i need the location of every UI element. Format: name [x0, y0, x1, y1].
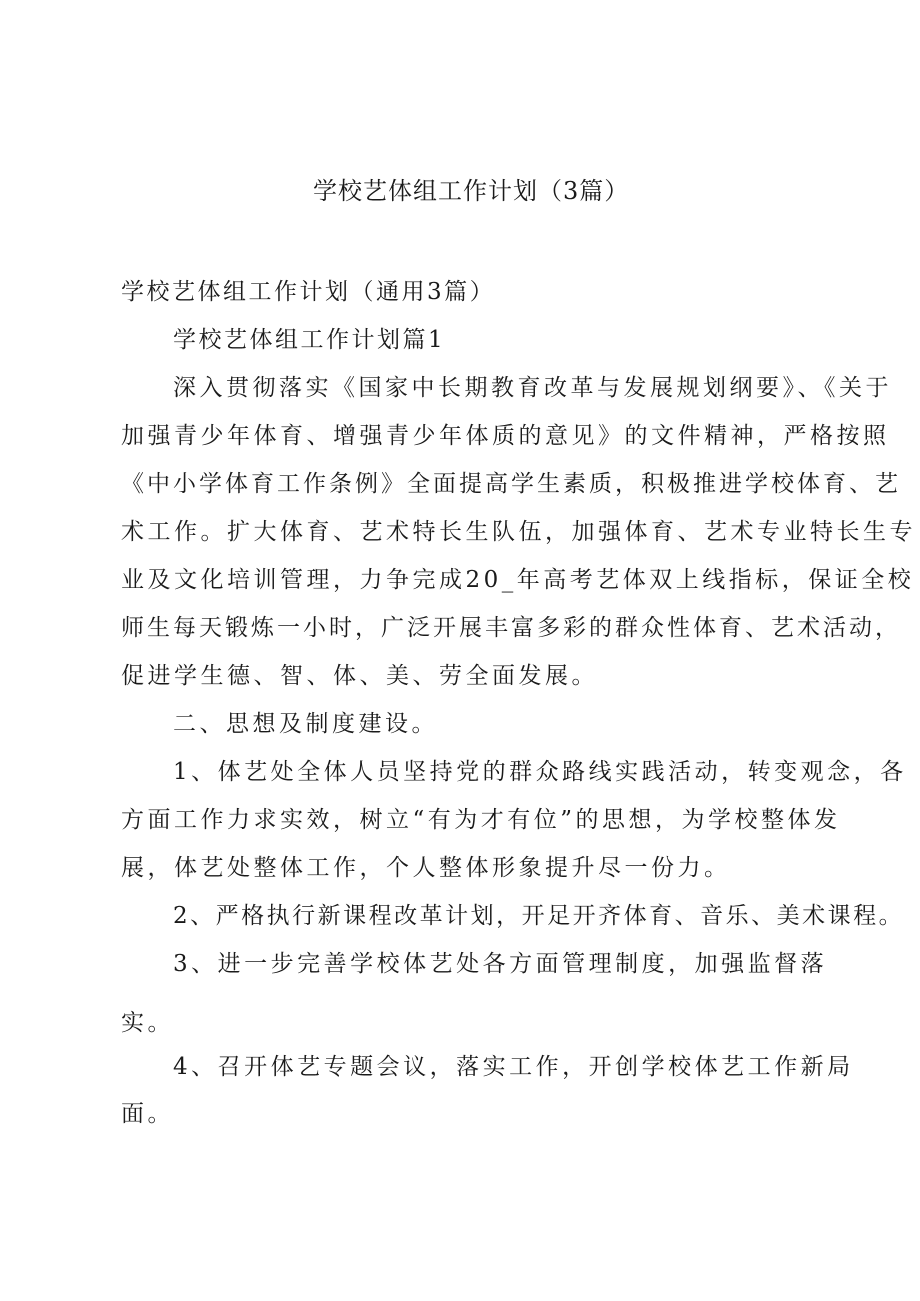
list-item-line: 4、召开体艺专题会议，落实工作，开创学校体艺工作新局	[173, 1054, 854, 1080]
paragraph-line: 术工作。扩大体育、艺术特长生队伍，加强体育、艺术专业特长生专	[121, 519, 916, 545]
paragraph-line: 加强青少年体育、增强青少年体质的意见》的文件精神，严格按照	[121, 423, 890, 449]
paragraph-line: 业及文化培训管理，力争完成20_年高考艺体双上线指标，保证全校	[121, 567, 915, 593]
list-item-line: 面。	[121, 1101, 174, 1127]
paragraph-line: 深入贯彻落实《国家中长期教育改革与发展规划纲要》、《关于	[173, 375, 892, 401]
list-item-line: 3、进一步完善学校体艺处各方面管理制度，加强监督落	[173, 951, 828, 977]
paragraph-line: 师生每天锻炼一小时，广泛开展丰富多彩的群众性体育、艺术活动，	[121, 615, 901, 641]
paragraph-line: 《中小学体育工作条例》全面提高学生素质，积极推进学校体育、艺	[121, 471, 901, 497]
document-title: 学校艺体组工作计划（3篇）	[313, 177, 630, 205]
list-item-line: 方面工作力求实效，树立“有为才有位”的思想，为学校整体发	[121, 807, 841, 833]
paragraph-line: 促进学生德、智、体、美、劳全面发展。	[121, 663, 598, 689]
document-subtitle: 学校艺体组工作计划（通用3篇）	[121, 279, 496, 305]
section-heading: 学校艺体组工作计划篇1	[173, 327, 446, 353]
section-heading-2: 二、思想及制度建设。	[173, 711, 438, 737]
list-item-line: 1、体艺处全体人员坚持党的群众路线实践活动，转变观念，各	[173, 759, 907, 785]
list-item-line: 2、严格执行新课程改革计划，开足开齐体育、音乐、美术课程。	[173, 903, 905, 929]
list-item-line: 实。	[121, 1010, 174, 1036]
list-item-line: 展，体艺处整体工作，个人整体形象提升尽一份力。	[121, 855, 731, 881]
